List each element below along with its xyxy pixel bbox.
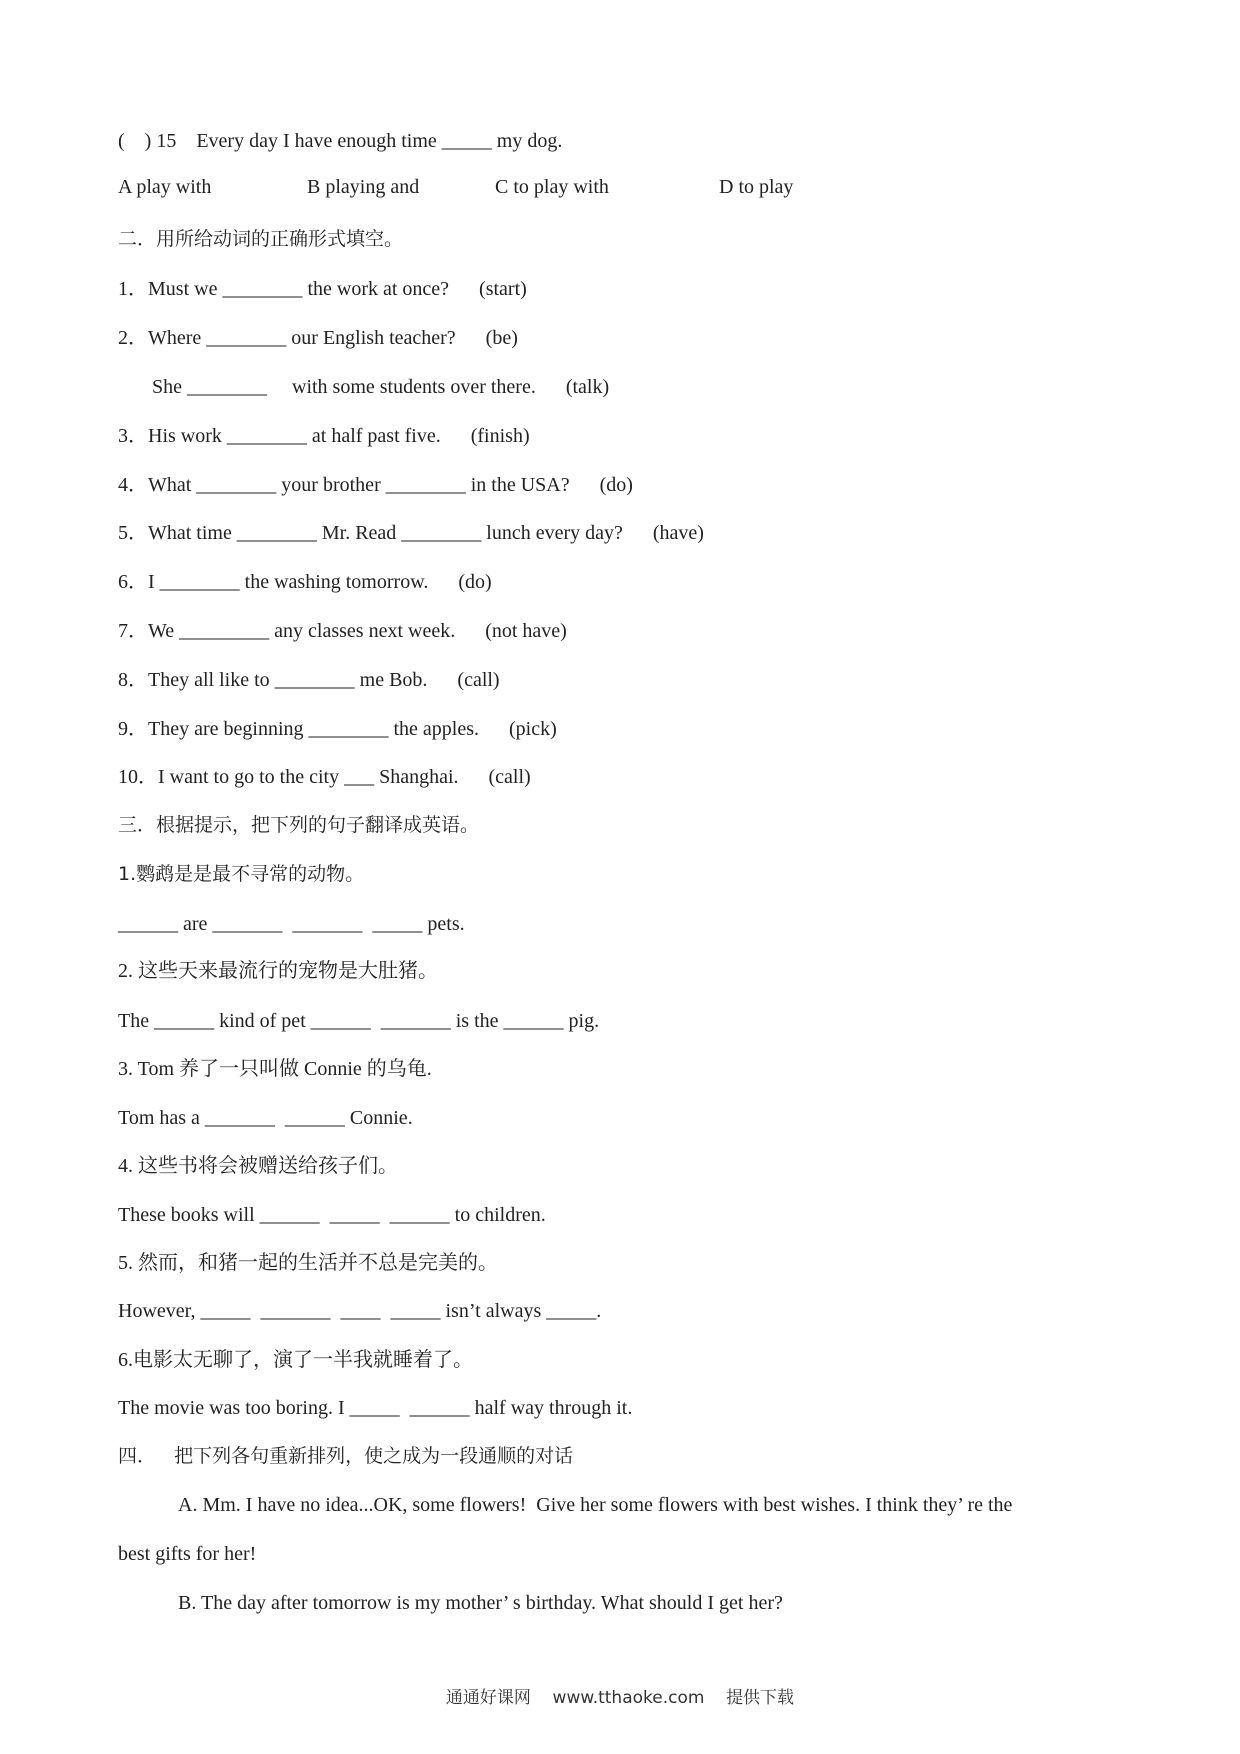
option-a: A play with bbox=[118, 176, 212, 198]
chinese-prompt: 5. 然而，和猪一起的生活并不总是完美的。 bbox=[118, 1252, 498, 1274]
translation-blank: Tom has a _______ ______ Connie. bbox=[118, 1107, 413, 1129]
chinese-prompt: 1.鹦鹉是是最不寻常的动物。 bbox=[118, 863, 365, 885]
translation-blank: ______ are _______ _______ _____ pets. bbox=[118, 913, 465, 935]
question-15-stem: ( ) 15 Every day I have enough time _____ my dog. bbox=[118, 130, 563, 152]
translation-blank: The movie was too boring. I _____ ______ half way through it. bbox=[118, 1397, 633, 1419]
chinese-prompt: 6.电影太无聊了，演了一半我就睡着了。 bbox=[118, 1349, 473, 1371]
list-item: 1．Must we ________ the work at once? (start) bbox=[118, 278, 527, 300]
chinese-prompt: 2. 这些天来最流行的宠物是大肚猪。 bbox=[118, 960, 438, 982]
list-item: She ________ with some students over there. (talk) bbox=[152, 376, 610, 398]
translation-blank: The ______ kind of pet ______ _______ is the ______ pig. bbox=[118, 1010, 600, 1032]
list-item: 2．Where ________ our English teacher? (be) bbox=[118, 327, 518, 349]
option-b: B playing and bbox=[307, 176, 420, 198]
list-item: 4．What ________ your brother ________ in the USA? (do) bbox=[118, 474, 633, 496]
dialogue-item-b: B. The day after tomorrow is my mother’ s birthday. What should I get her? bbox=[178, 1592, 783, 1614]
list-item: 8．They all like to ________ me Bob. (call) bbox=[118, 669, 500, 691]
section-4-heading: 四． 把下列各句重新排列，使之成为一段通顺的对话 bbox=[118, 1445, 574, 1467]
dialogue-item-a: A. Mm. I have no idea...OK, some flowers! Give her some flowers with best wishes. I think they’ re the bbox=[178, 1494, 1013, 1516]
chinese-prompt: 3. Tom 养了一只叫做 Connie 的乌龟. bbox=[118, 1058, 432, 1080]
translation-blank: These books will ______ _____ ______ to children. bbox=[118, 1204, 546, 1226]
list-item: 7．We _________ any classes next week. (not have) bbox=[118, 620, 567, 642]
dialogue-item-a-continued: best gifts for her! bbox=[118, 1543, 257, 1565]
option-c: C to play with bbox=[495, 176, 609, 198]
section-2-heading: 二．用所给动词的正确形式填空。 bbox=[118, 228, 404, 250]
chinese-prompt: 4. 这些书将会被赠送给孩子们。 bbox=[118, 1155, 398, 1177]
list-item: 10．I want to go to the city ___ Shanghai. (call) bbox=[118, 766, 531, 788]
list-item: 6．I ________ the washing tomorrow. (do) bbox=[118, 571, 492, 593]
section-3-heading: 三．根据提示，把下列的句子翻译成英语。 bbox=[118, 814, 480, 836]
list-item: 9．They are beginning ________ the apples. (pick) bbox=[118, 718, 557, 740]
footer-url: www.tthaoke.com bbox=[552, 1688, 705, 1708]
list-item: 3．His work ________ at half past five. (finish) bbox=[118, 425, 530, 447]
list-item: 5．What time ________ Mr. Read ________ lunch every day? (have) bbox=[118, 522, 704, 544]
translation-blank: However, _____ _______ ____ _____ isn’t always _____. bbox=[118, 1300, 602, 1322]
option-d: D to play bbox=[719, 176, 794, 198]
footer-suffix: 提供下载 bbox=[726, 1688, 795, 1708]
page-footer bbox=[0, 1683, 1240, 1708]
footer-site-name: 通通好课网 bbox=[445, 1688, 531, 1708]
